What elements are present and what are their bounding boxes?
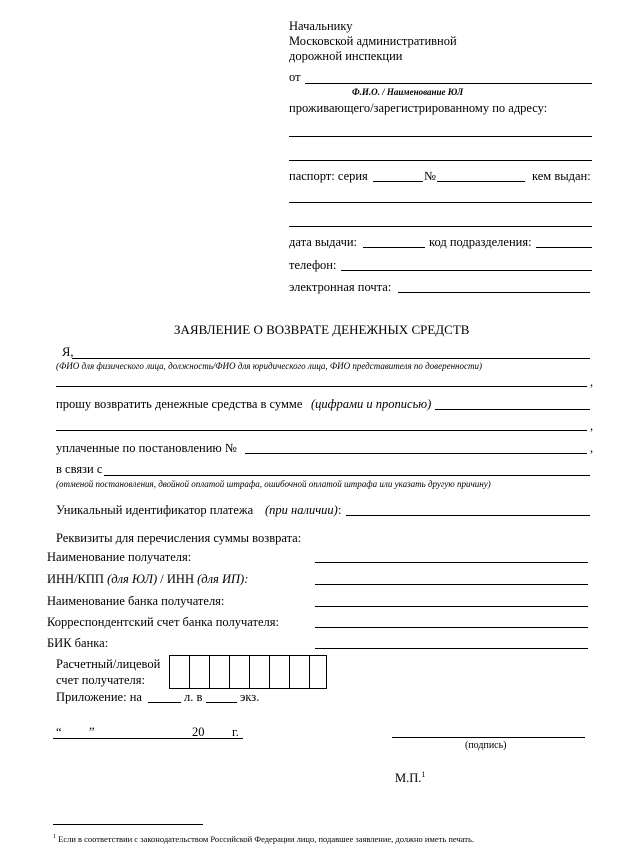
footnote [53, 830, 474, 847]
recipient-name-label: Наименование получателя: [47, 550, 192, 564]
requisites-heading: Реквизиты для перечисления суммы возврата: [56, 531, 302, 545]
account-cell[interactable] [169, 656, 170, 688]
phone-label: телефон: [289, 258, 337, 272]
passport-number-field[interactable] [437, 181, 525, 182]
date-year-suffix: г. [232, 725, 239, 739]
applicant-label: Я, [62, 345, 74, 359]
footnote-text: Если в соответствии с законодательством Российской Федерации лицо, подавшее заявление, должно иметь печать. [58, 833, 474, 844]
corr-account-label: Корреспондентский счет банка получателя: [47, 615, 279, 629]
bank-name-field[interactable] [315, 606, 588, 607]
division-code-field[interactable] [536, 247, 592, 248]
uid-field[interactable] [346, 515, 590, 516]
recipient-line-3: дорожной инспекции [289, 49, 403, 63]
email-label: электронная почта: [289, 280, 392, 294]
inn-ip-hint: (для ИП): [197, 572, 249, 586]
uid-hint: (при наличии) [265, 503, 338, 517]
inn-label [47, 572, 248, 587]
corr-account-field[interactable] [315, 627, 588, 628]
passport-number-label: № [424, 169, 436, 183]
paid-by-label: уплаченные по постановлению № [56, 441, 237, 455]
from-hint: Ф.И.О. / Наименование ЮЛ [352, 87, 464, 97]
phone-field[interactable] [341, 270, 592, 271]
attachment-prefix: Приложение: на [56, 690, 142, 704]
comma-2: , [590, 419, 594, 433]
inn-mid: / ИНН [160, 572, 194, 586]
inn-field[interactable] [315, 584, 588, 585]
account-cell[interactable] [326, 656, 327, 688]
applicant-hint: (ФИО для физического лица, должность/ФИО для юридического лица, ФИО представителя по доверенности) [56, 361, 482, 371]
account-cell[interactable] [309, 656, 310, 688]
account-cell[interactable] [269, 656, 270, 688]
passport-series-field[interactable] [373, 181, 423, 182]
account-cell[interactable] [249, 656, 250, 688]
stamp-footnote-mark: 1 [421, 770, 426, 779]
attachment-copies-field[interactable] [206, 702, 237, 703]
amount-words-field[interactable] [56, 430, 587, 431]
address-field-2[interactable] [289, 160, 592, 161]
amount-field[interactable] [435, 409, 590, 410]
bik-label: БИК банка: [47, 636, 109, 650]
passport-issued-field-1[interactable] [289, 202, 592, 203]
footnote-mark: 1 [53, 834, 56, 840]
request-text: прошу возвратить денежные средства в сумме [56, 397, 303, 411]
attachment-mid: л. в [184, 690, 203, 704]
account-label-2: счет получателя: [56, 673, 145, 687]
reason-hint: (отменой постановления, двойной оплатой штрафа, ошибочной оплатой штрафа или указать другую причину) [56, 479, 491, 489]
passport-series-label: паспорт: серия [289, 169, 368, 183]
inn-ul-hint: (для ЮЛ) [107, 572, 158, 586]
from-field[interactable] [305, 83, 592, 84]
from-label: от [289, 70, 301, 84]
passport-issued-field-2[interactable] [289, 226, 592, 227]
comma-1: , [590, 375, 594, 389]
stamp-text: М.П. [395, 771, 422, 786]
reason-label: в связи с [56, 462, 103, 476]
resolution-number-field[interactable] [245, 453, 587, 454]
request-hint: (цифрами и прописью) [311, 397, 432, 411]
recipient-line-2: Московской административной [289, 34, 457, 48]
attachment-pages-field[interactable] [148, 702, 181, 703]
account-cell[interactable] [209, 656, 210, 688]
uid-label: Уникальный идентификатор платежа [56, 503, 254, 517]
bank-name-label: Наименование банка получателя: [47, 594, 225, 608]
document-title: ЗАЯВЛЕНИЕ О ВОЗВРАТЕ ДЕНЕЖНЫХ СРЕДСТВ [174, 322, 470, 337]
date-quote-close: ” [89, 725, 95, 739]
account-label-1: Расчетный/лицевой [56, 657, 161, 671]
footnote-separator [53, 824, 203, 825]
passport-issued-label: кем выдан: [532, 169, 591, 183]
email-field[interactable] [398, 292, 590, 293]
account-cell[interactable] [229, 656, 230, 688]
inn-prefix: ИНН/КПП [47, 572, 104, 586]
reason-field[interactable] [104, 475, 590, 476]
address-field-1[interactable] [289, 136, 592, 137]
comma-3: , [590, 441, 594, 455]
date-field[interactable] [53, 738, 243, 739]
division-code-label: код подразделения: [429, 235, 532, 249]
attachment-suffix: экз. [240, 690, 260, 704]
account-cell[interactable] [189, 656, 190, 688]
account-cell[interactable] [289, 656, 290, 688]
stamp-label [395, 767, 425, 786]
date-year: 20 [192, 725, 205, 739]
signature-hint: (подпись) [465, 740, 507, 751]
applicant-field-2[interactable] [56, 386, 587, 387]
date-quote-open: “ [56, 725, 62, 739]
recipient-line-1: Начальнику [289, 19, 353, 33]
recipient-name-field[interactable] [315, 562, 588, 563]
address-label: проживающего/зарегистрированному по адресу: [289, 101, 548, 115]
issue-date-label: дата выдачи: [289, 235, 358, 249]
account-number-grid[interactable] [169, 655, 327, 689]
bik-field[interactable] [315, 648, 588, 649]
uid-colon: : [338, 503, 342, 517]
issue-date-field[interactable] [363, 247, 425, 248]
